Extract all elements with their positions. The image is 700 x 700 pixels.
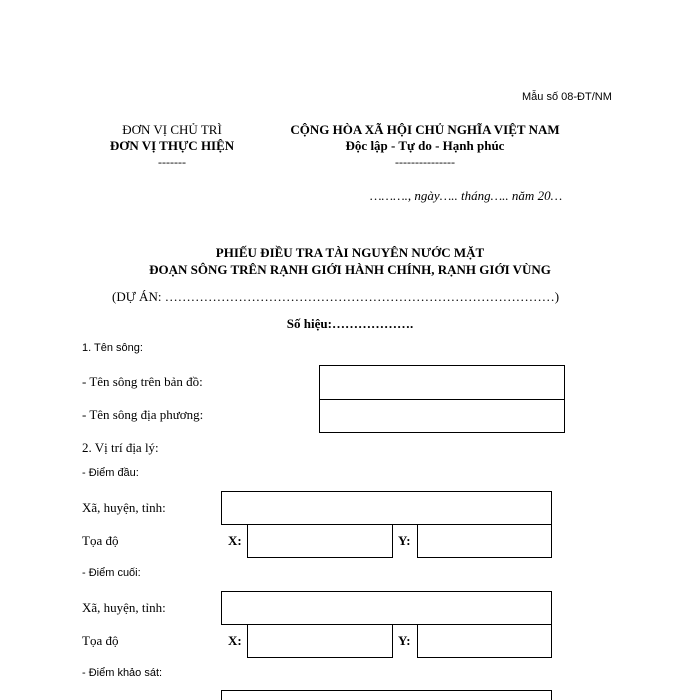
- start-point-label: - Điểm đầu:: [82, 467, 139, 479]
- start-x-label: X:: [228, 533, 242, 548]
- national-motto: Độc lập - Tự do - Hạnh phúc: [345, 138, 505, 153]
- left-header-divider: -------: [158, 155, 186, 169]
- end-y-label: Y:: [398, 633, 411, 648]
- map-river-name-label: - Tên sông trên bản đồ:: [82, 374, 203, 389]
- start-y-field[interactable]: [417, 524, 552, 558]
- end-y-field[interactable]: [417, 624, 552, 658]
- host-unit-label: ĐƠN VỊ CHỦ TRÌ: [122, 122, 222, 137]
- date-line: ………., ngày….. tháng….. năm 20…: [370, 188, 563, 203]
- form-title-line2: ĐOẠN SÔNG TRÊN RẠNH GIỚI HÀNH CHÍNH, RẠNH GIỚI VÙNG: [149, 262, 551, 277]
- start-x-field[interactable]: [247, 524, 393, 558]
- survey-point-label: - Điểm khảo sát:: [82, 667, 163, 679]
- local-river-name-field[interactable]: [319, 399, 565, 433]
- form-code: Mẫu số 08-ĐT/NM: [522, 91, 612, 103]
- end-coord-label: Tọa độ: [82, 633, 119, 648]
- map-river-name-field[interactable]: [319, 365, 565, 400]
- end-point-label: - Điểm cuối:: [82, 567, 141, 579]
- local-river-name-label: - Tên sông địa phương:: [82, 407, 204, 422]
- right-header-divider: ---------------: [395, 155, 455, 169]
- start-y-label: Y:: [398, 533, 411, 548]
- survey-commune-field[interactable]: [221, 690, 552, 700]
- form-title-line1: PHIẾU ĐIỀU TRA TÀI NGUYÊN NƯỚC MẶT: [215, 245, 485, 260]
- end-commune-field[interactable]: [221, 591, 552, 625]
- start-commune-field[interactable]: [221, 491, 552, 525]
- section-2-heading: 2. Vị trí địa lý:: [82, 440, 159, 455]
- project-line: (DỰ ÁN: ………………………………………………………………………………): [112, 289, 560, 304]
- executing-unit-label: ĐƠN VỊ THỰC HIỆN: [109, 138, 235, 153]
- start-coord-label: Tọa độ: [82, 533, 119, 548]
- end-x-field[interactable]: [247, 624, 393, 658]
- end-x-label: X:: [228, 633, 242, 648]
- section-1-heading: 1. Tên sông:: [82, 342, 143, 354]
- national-title: CỘNG HÒA XÃ HỘI CHỦ NGHĨA VIỆT NAM: [290, 122, 560, 137]
- start-commune-label: Xã, huyện, tỉnh:: [82, 500, 166, 515]
- serial-number-line: Số hiệu:……………….: [286, 316, 414, 331]
- end-commune-label: Xã, huyện, tỉnh:: [82, 600, 166, 615]
